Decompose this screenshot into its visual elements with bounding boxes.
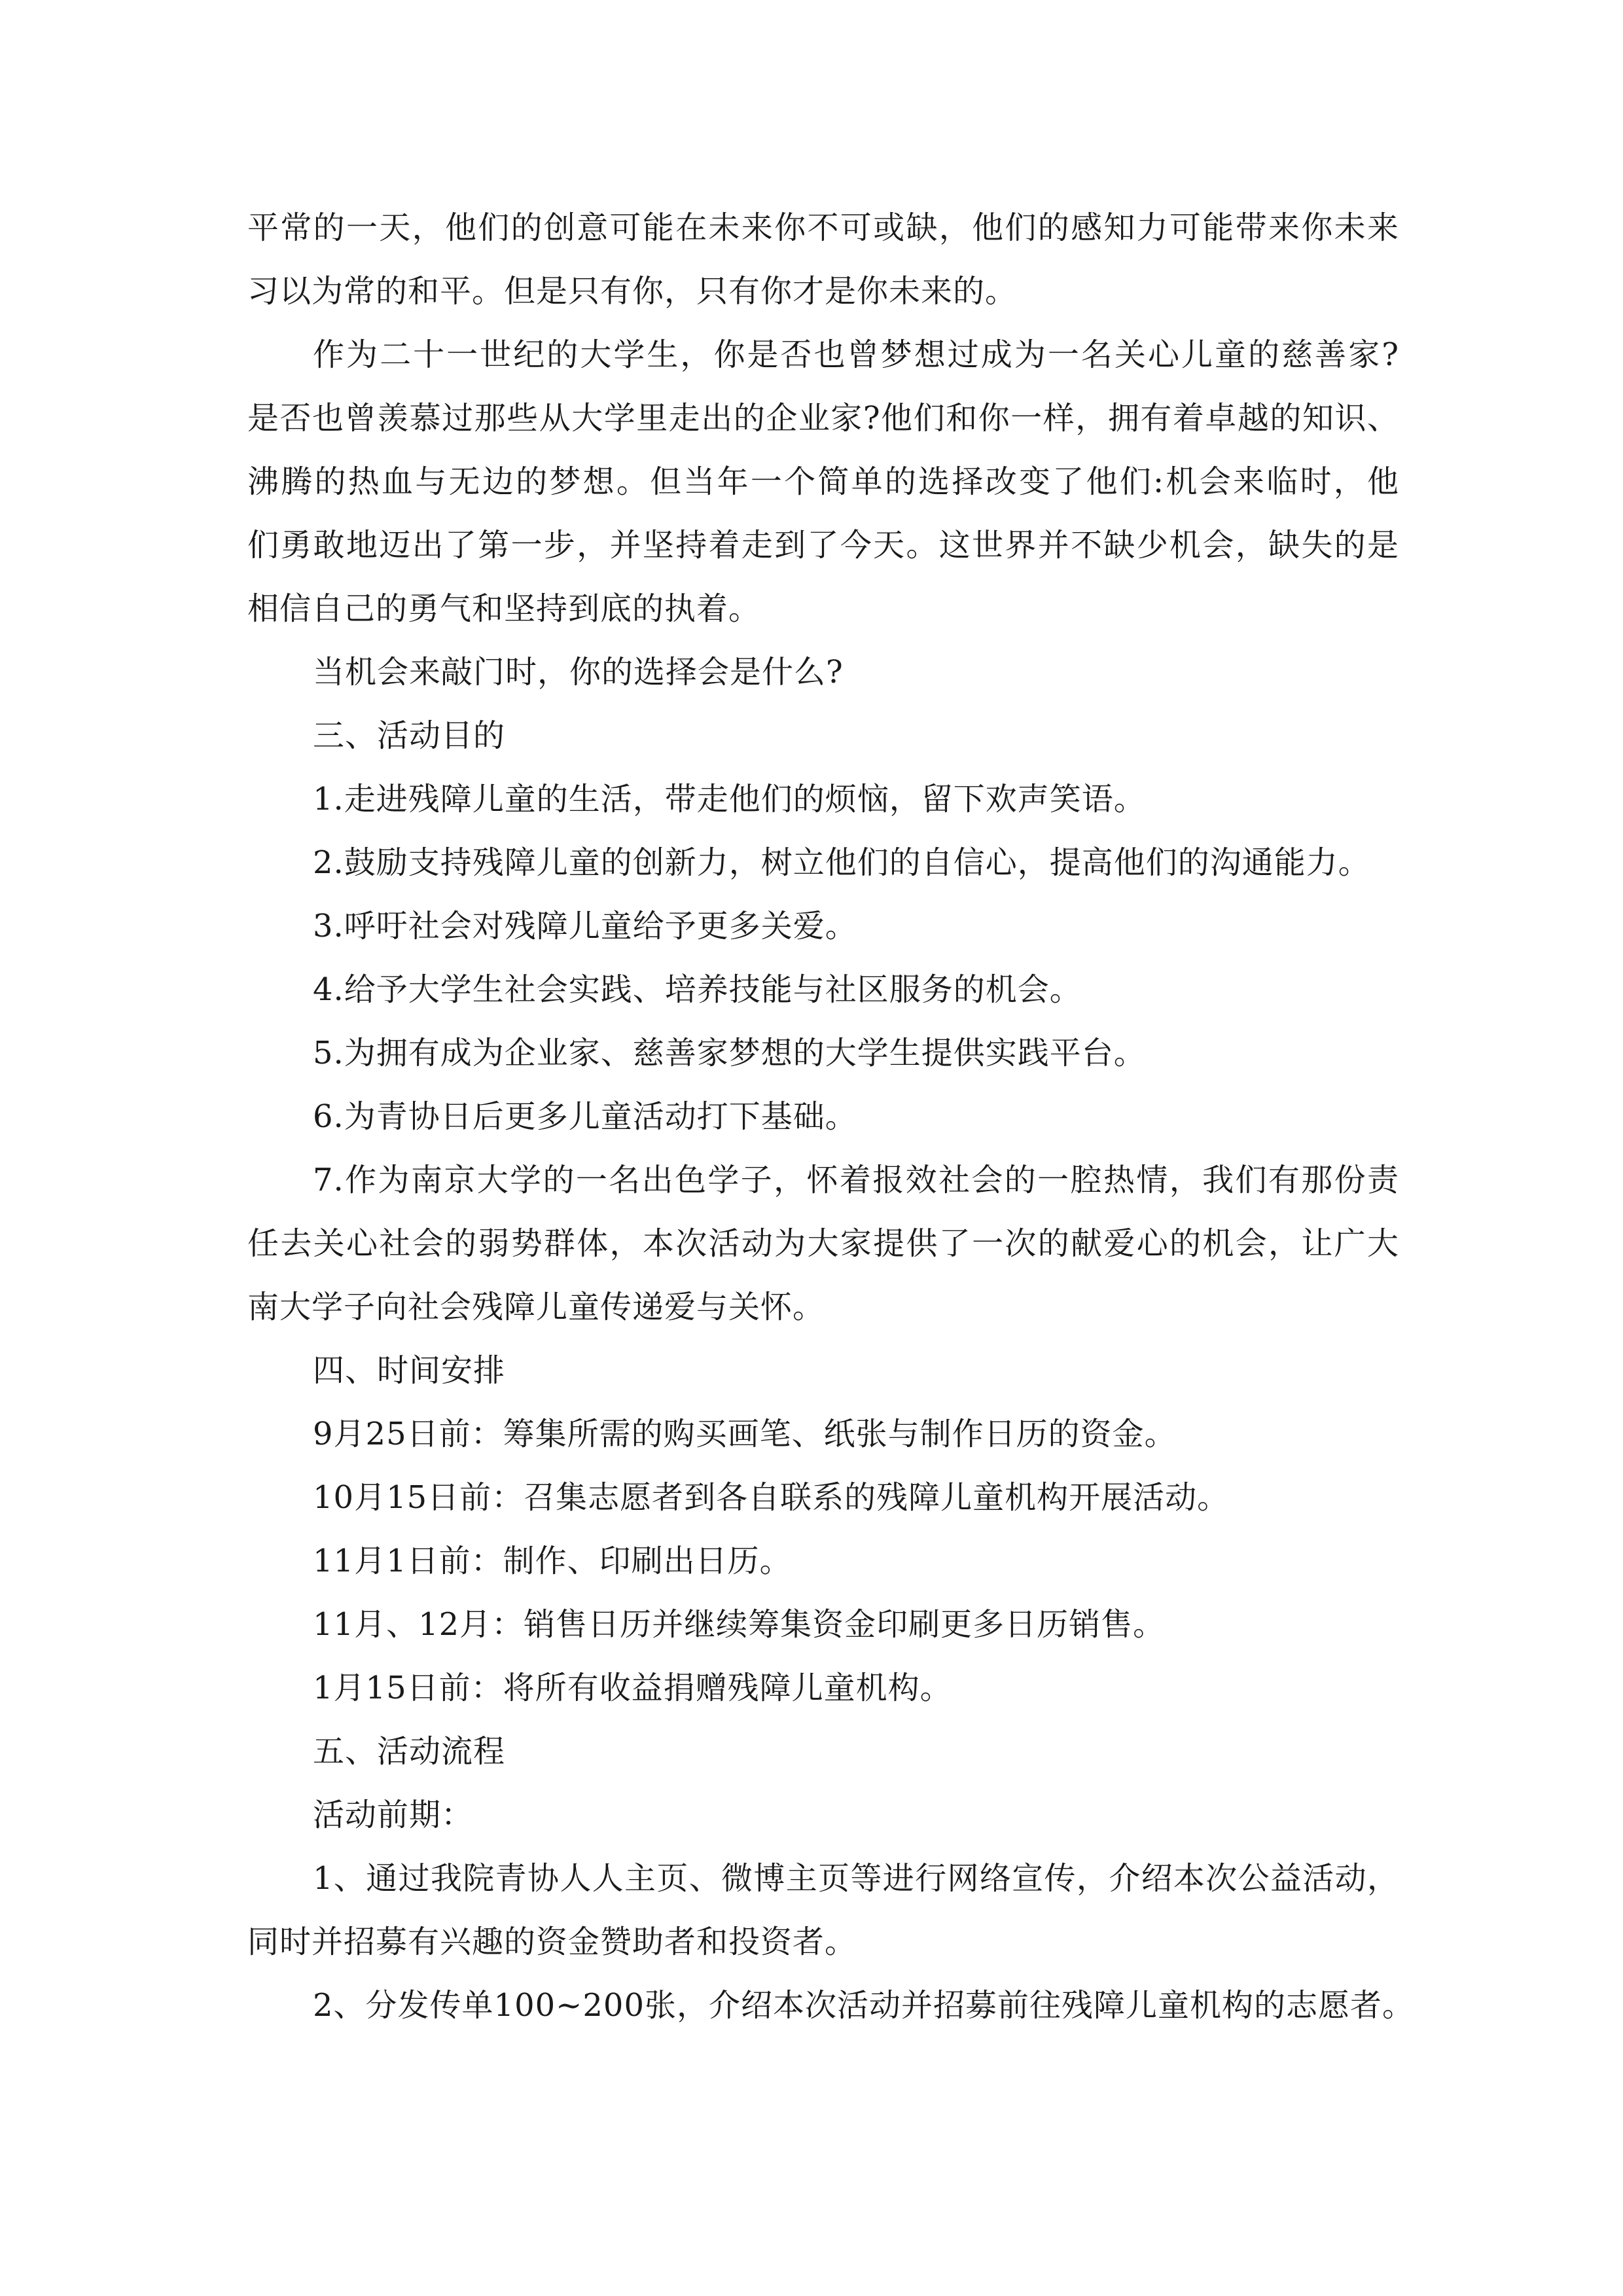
text-line: 活动前期： (313, 1797, 474, 1833)
text-line: 9月25日前：筹集所需的购买画笔、纸张与制作日历的资金。 (313, 1416, 1177, 1452)
text-line: 作为二十一世纪的大学生，你是否也曾梦想过成为一名关心儿童的慈善家? (313, 336, 1399, 373)
text-line: 7.作为南京大学的一名出色学子，怀着报效社会的一腔热情，我们有那份责 (313, 1162, 1399, 1198)
text-line: 五、活动流程 (313, 1733, 506, 1770)
text-line: 沸腾的热血与无边的梦想。但当年一个简单的选择改变了他们:机会来临时，他 (247, 463, 1399, 500)
text-line: 是否也曾羡慕过那些从大学里走出的企业家?他们和你一样，拥有着卓越的知识、 (247, 400, 1399, 437)
text-line: 三、活动目的 (313, 717, 506, 754)
text-line: 任去关心社会的弱势群体，本次活动为大家提供了一次的献爱心的机会，让广大 (247, 1225, 1399, 1262)
text-line: 2.鼓励支持残障儿童的创新力，树立他们的自信心，提高他们的沟通能力。 (313, 844, 1370, 881)
text-line: 11月、12月：销售日历并继续筹集资金印刷更多日历销售。 (313, 1606, 1166, 1643)
text-line: 四、时间安排 (313, 1352, 506, 1389)
text-line: 平常的一天，他们的创意可能在未来你不可或缺，他们的感知力可能带来你未来 (247, 209, 1399, 246)
text-line: 11月1日前：制作、印刷出日历。 (313, 1543, 792, 1579)
text-line: 习以为常的和平。但是只有你，只有你才是你未来的。 (247, 273, 1018, 310)
text-line: 10月15日前：召集志愿者到各自联系的残障儿童机构开展活动。 (313, 1479, 1230, 1516)
text-line: 6.为青协日后更多儿童活动打下基础。 (313, 1098, 857, 1135)
text-line: 2、分发传单100~200张，介绍本次活动并招募前往残障儿童机构的志愿者。 (313, 1987, 1414, 2024)
text-line: 南大学子向社会残障儿童传递爱与关怀。 (247, 1289, 825, 1325)
text-line: 4.给予大学生社会实践、培养技能与社区服务的机会。 (313, 971, 1082, 1008)
text-line: 当机会来敲门时，你的选择会是什么? (313, 654, 844, 691)
text-line: 1.走进残障儿童的生活，带走他们的烦恼，留下欢声笑语。 (313, 781, 1146, 817)
text-line: 1、通过我院青协人人主页、微博主页等进行网络宣传，介绍本次公益活动， (313, 1860, 1399, 1897)
text-line: 同时并招募有兴趣的资金赞助者和投资者。 (247, 1924, 857, 1960)
document-body (247, 196, 1414, 2037)
text-line: 相信自己的勇气和坚持到底的执着。 (247, 590, 761, 627)
text-line: 5.为拥有成为企业家、慈善家梦想的大学生提供实践平台。 (313, 1035, 1146, 1071)
text-line: 1月15日前：将所有收益捐赠残障儿童机构。 (313, 1670, 952, 1706)
text-line: 3.呼吁社会对残障儿童给予更多关爱。 (313, 908, 857, 944)
text-line: 们勇敢地迈出了第一步，并坚持着走到了今天。这世界并不缺少机会，缺失的是 (247, 527, 1399, 564)
